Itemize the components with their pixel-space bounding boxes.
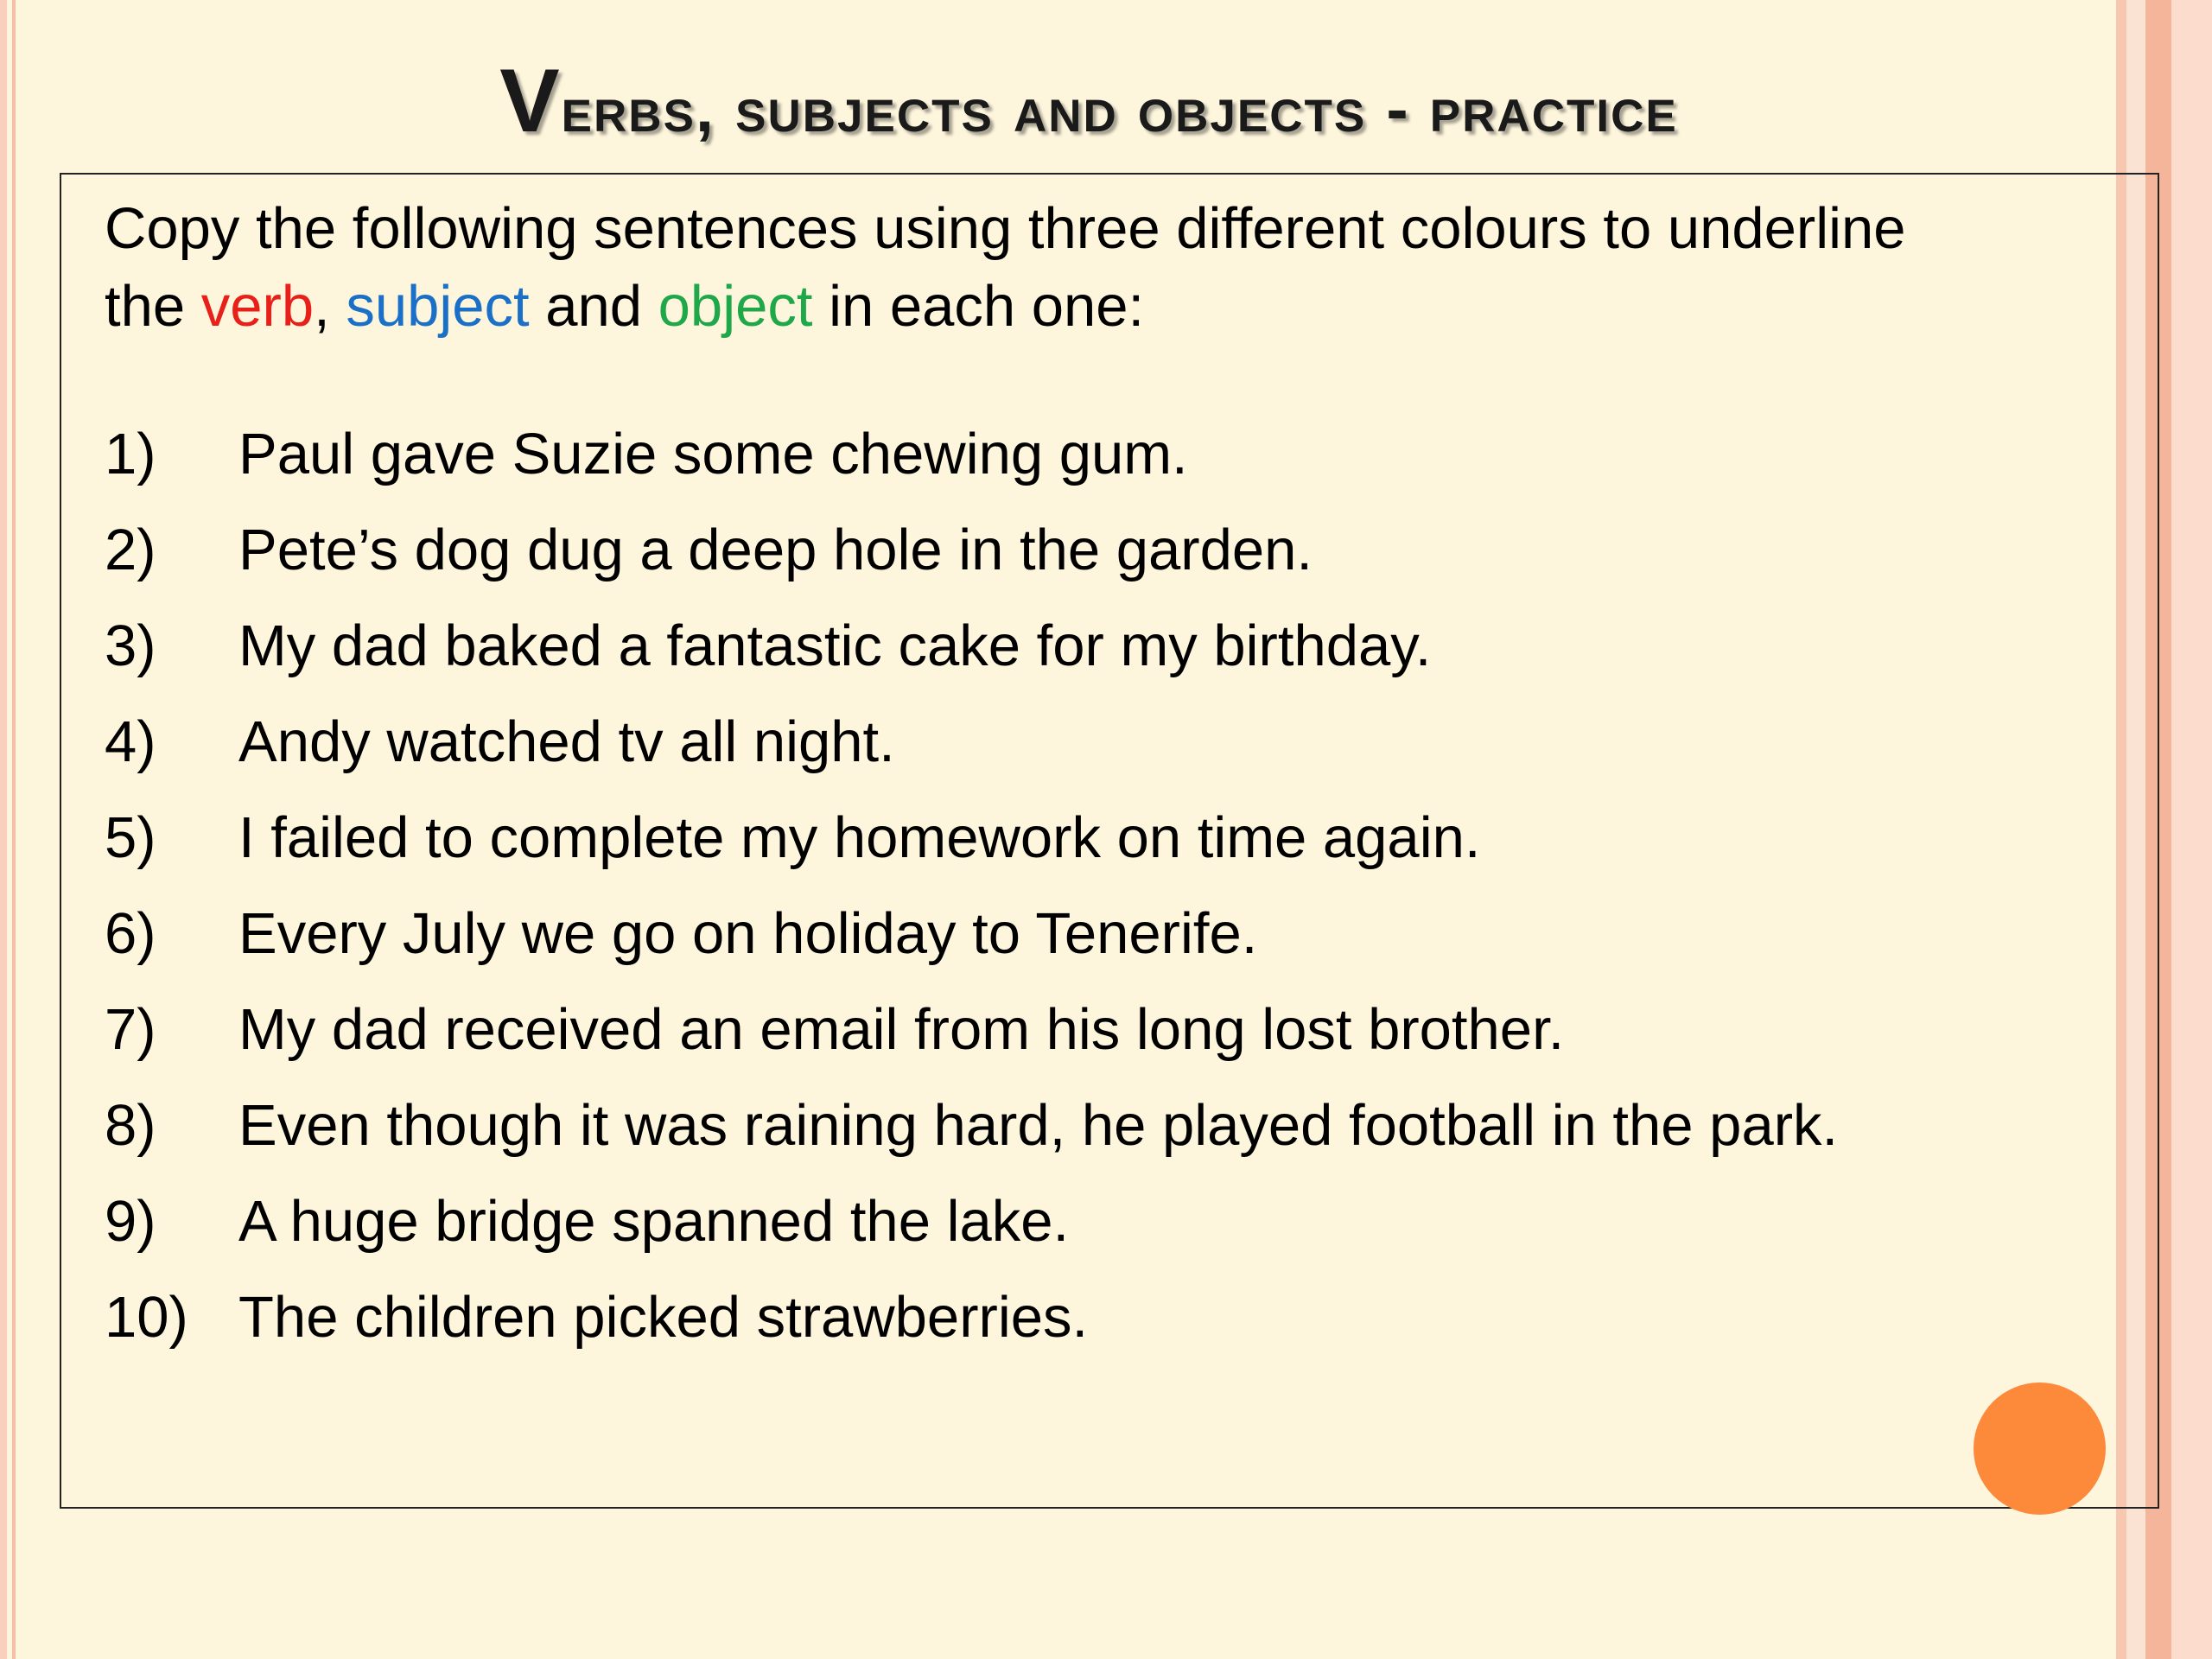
sentence-item	[105, 598, 1838, 694]
instructions-and: and	[529, 274, 658, 339]
content-box	[60, 173, 2159, 1509]
sentence-text: A huge bridge spanned the lake.	[238, 1189, 1070, 1254]
sentence-text: Every July we go on holiday to Tenerife.	[238, 901, 1258, 966]
sentence-number: 2)	[105, 518, 156, 582]
orange-circle-decoration	[1974, 1382, 2106, 1515]
sentence-number: 1)	[105, 422, 156, 486]
slide-title	[0, 50, 2177, 153]
sentence-number: 5)	[105, 805, 156, 870]
sentence-text: Paul gave Suzie some chewing gum.	[238, 422, 1188, 486]
sentence-text: Even though it was raining hard, he played football in the park.	[238, 1093, 1839, 1158]
sentence-item	[105, 790, 1838, 886]
instructions	[105, 190, 2161, 346]
sentence-item	[105, 982, 1838, 1077]
sentence-text: My dad baked a fantastic cake for my birthday.	[238, 613, 1432, 678]
sentence-text: Andy watched tv all night.	[238, 709, 895, 774]
sentence-text: Pete’s dog dug a deep hole in the garden.	[238, 518, 1313, 582]
instructions-comma: ,	[314, 274, 346, 339]
left-border-stripe-thin	[12, 0, 16, 1659]
verb-word: verb	[200, 274, 315, 339]
sentence-text: My dad received an email from his long lost brother.	[238, 997, 1565, 1062]
sentence-number: 10)	[105, 1285, 188, 1350]
sentence-number: 6)	[105, 901, 156, 966]
sentence-text: The children picked strawberries.	[238, 1285, 1089, 1350]
sentence-number: 7)	[105, 997, 156, 1062]
instructions-tail: in each one:	[812, 274, 1145, 339]
object-word: object	[658, 274, 813, 339]
sentence-number: 9)	[105, 1189, 156, 1254]
instructions-the: the	[105, 274, 201, 339]
title-rest: erbs, subjects and objects - practice	[561, 73, 1678, 146]
title-first-letter: V	[499, 51, 562, 151]
sentence-item	[105, 1077, 1838, 1173]
subject-word: subject	[346, 274, 530, 339]
sentence-item	[105, 1269, 1838, 1365]
sentence-item	[105, 1173, 1838, 1269]
sentence-list	[105, 406, 1838, 1365]
left-border-stripe	[0, 0, 7, 1659]
sentence-item	[105, 694, 1838, 790]
instructions-line-2	[105, 268, 2161, 346]
sentence-item	[105, 406, 1838, 502]
sentence-item	[105, 502, 1838, 598]
right-border-stripe-4	[2171, 0, 2212, 1659]
sentence-number: 3)	[105, 613, 156, 678]
sentence-number: 4)	[105, 709, 156, 774]
instructions-line-1: Copy the following sentences using three different colours to underline	[105, 196, 1906, 261]
sentence-item	[105, 886, 1838, 982]
sentence-text: I failed to complete my homework on time again.	[238, 805, 1481, 870]
sentence-number: 8)	[105, 1093, 156, 1158]
